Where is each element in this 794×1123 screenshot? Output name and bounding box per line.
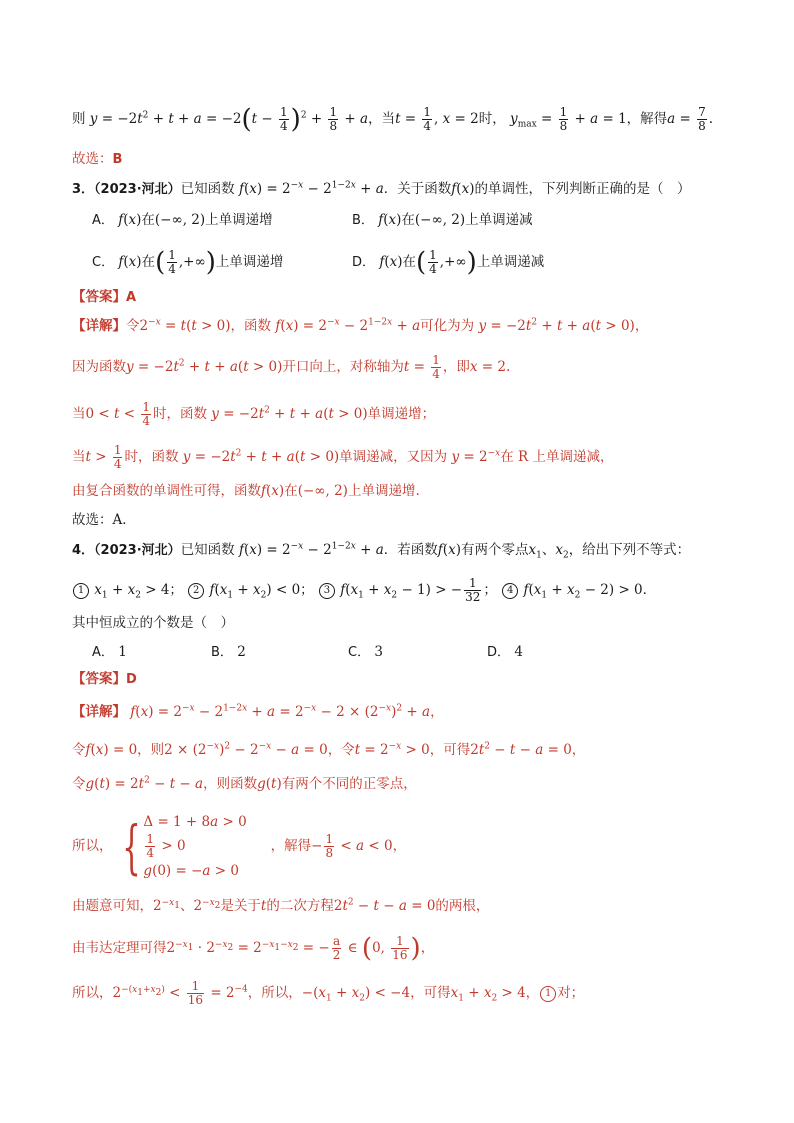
q3-answer: 【答案】A — [72, 289, 137, 305]
q3-option-c[interactable]: C． f(x)在( $\frac{1}{4}$ ,+∞)上单调递增 — [92, 247, 284, 278]
q4-inequalities: 1 $x_1 + x_2 > 4$； 2 $f(x_1 + x_2) < 0$； 3 $f(x_1 + x_2 - 1)$ > − $\frac{1}{32}$ ； 4 $f(x_1 + x_2 - 2) > 0$． — [72, 577, 656, 604]
q4-detail-7: 所以，$2^{-(x_1+x_2)}$ < $\frac{1}{16}$ = $2^{-4}$，所以，$-(x_1 + x_2) < -4$，可得$x_1 + x_2 > 4$， 1 对； — [72, 979, 585, 1007]
q3-option-a[interactable]: A． f(x)在(−∞, 2)上单调递增 — [92, 212, 273, 228]
q4-detail-1: 【详解】 $f(x) = 2^{-x} - 2^{1-2x} + a = 2^{-x} - 2 \times (2^{-x})^2 + a$， — [72, 703, 444, 720]
q4-which: 其中恒成立的个数是（ ） — [72, 615, 234, 631]
q3-detail-2: 因为函数$y = -2t^2 + t + a(t > 0)$开口向上，对称轴为t = $\frac{1}{4}$ ，即x = 2. — [72, 353, 511, 381]
q3-detail-1: 【详解】令$2^{-x} = t(t > 0)$，函数 $f(x) = 2^{-x} - 2^{1-2x} + a$可化为为 $y = -2t^2 + t + a(t > 0)$， — [72, 317, 649, 334]
q4-answer: 【答案】D — [72, 671, 137, 687]
q4-detail-3: 令$g(t) = 2t^2 - t - a$，则函数g(t)有两个不同的正零点， — [72, 775, 417, 792]
q4-option-c[interactable]: C． 3 — [348, 644, 383, 660]
q3-detail-4: 当t > $\frac{1}{4}$ 时，函数 $y = -2t^2 + t + a(t > 0)$单调递减，又因为 $y = 2^{-x}$在 R 上单调递减， — [72, 443, 614, 471]
q3-choice: 故选：A． — [72, 512, 136, 528]
q4-detail-6: 由韦达定理可得$2^{-x_1} \cdot 2^{-x_2} = 2^{-x_1-x_2}$ = − $\frac{a}{2}$ ∈ (0, $\frac{1}{16}$ )， — [72, 933, 435, 964]
q2-choice: 故选：B — [72, 151, 123, 167]
q2-tail-line: 则 $y = -2t^2 + t + a = -2(t$ − $\frac{1}{4}$ )$^2$ + $\frac{1}{8}$ + a，当t = $\frac{1}{4}$ , x = 2时， $y_{max}$ = $\frac{1}{8}$ + a = 1，解得a = $\frac{7}{8}$ . — [72, 104, 714, 135]
q3-detail-5: 由复合函数的单调性可得，函数f(x)在(−∞, 2)上单调递增. — [72, 483, 420, 499]
q3-stem: 3．（2023·河北）已知函数 $f(x) = 2^{-x} - 2^{1-2x} + a$．关于函数f(x)的单调性，下列判断正确的是（ ） — [72, 180, 691, 197]
q3-option-d[interactable]: D． f(x)在( $\frac{1}{4}$ ,+∞)上单调递减 — [352, 247, 545, 278]
q4-option-d[interactable]: D． 4 — [487, 644, 523, 660]
q4-option-b[interactable]: B． 2 — [211, 644, 246, 660]
q4-detail-4: 所以， { Δ = 1 + 8a > 0 $\frac{1}{4}$ > 0 g(0) = −a > 0 ，解得− $\frac{1}{8}$ < a < 0， — [72, 812, 407, 881]
q4-option-a[interactable]: A． 1 — [92, 644, 127, 660]
q4-detail-2: 令f(x) = 0，则$2 \times (2^{-x})^2 - 2^{-x} - a = 0$，令$t = 2^{-x} > 0$，可得$2t^2 - t - a = 0$， — [72, 741, 586, 758]
q4-detail-5: 由题意可知，$2^{-x_1}$、$2^{-x_2}$是关于t的二次方程$2t^2 - t - a = 0$的两根， — [72, 897, 490, 914]
q3-detail-3: 当0 < t < $\frac{1}{4}$ 时，函数 $y = -2t^2 + t + a(t > 0)$单调递增； — [72, 400, 436, 428]
q3-option-b[interactable]: B． f(x)在(−∞, 2)上单调递减 — [352, 212, 533, 228]
q4-stem: 4．（2023·河北）已知函数 $f(x) = 2^{-x} - 2^{1-2x} + a$．若函数f(x)有两个零点$x_1$、$x_2$，给出下列不等式： — [72, 541, 691, 561]
